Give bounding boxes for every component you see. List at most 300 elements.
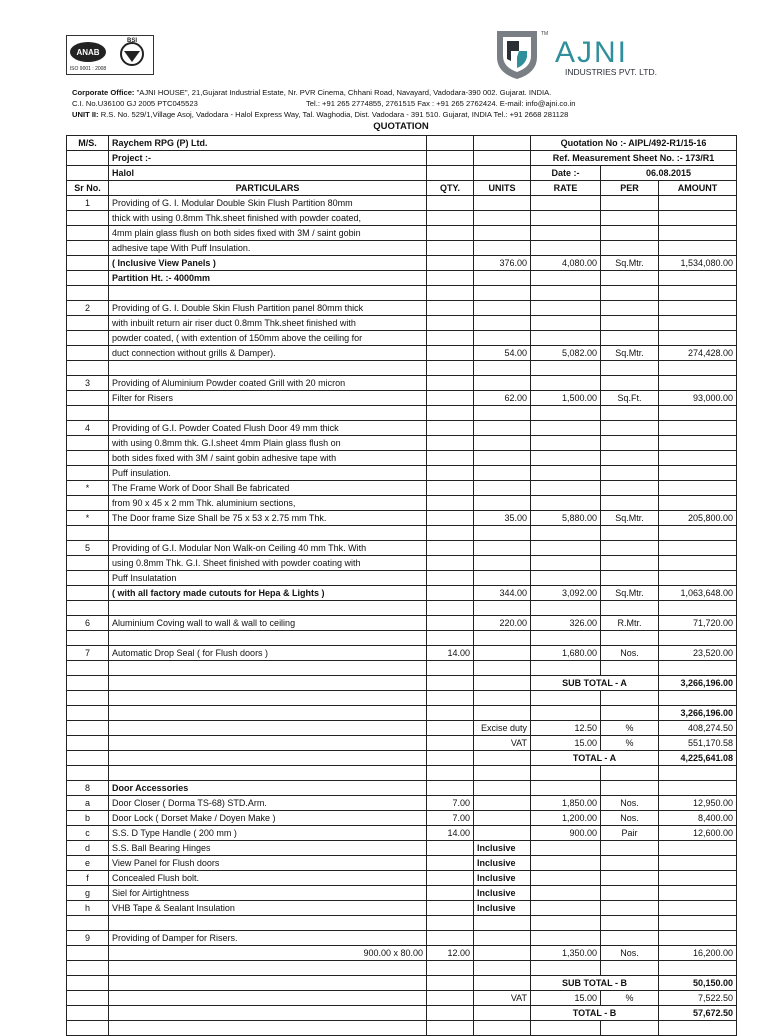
cell-per: Nos. [601,796,659,811]
cell-units: 54.00 [474,346,531,361]
cell-sr-no [67,241,109,256]
table-row [67,886,737,901]
cell-particulars: Providing of G. I. Double Skin Flush Partition panel 80mm thick [109,301,427,316]
cell-rate [531,1021,601,1036]
cell-rate [531,781,601,796]
cell-qty [427,601,474,616]
cell-per [601,916,659,931]
cell-sr-no [67,526,109,541]
cell-sr-no [67,406,109,421]
cell-per [601,931,659,946]
cell-qty [427,721,474,736]
quotation-date: 06.08.2015 [601,166,737,181]
cell-units: VAT [474,736,531,751]
cell-amount: 12,950.00 [659,796,737,811]
cell-particulars [109,976,427,991]
cell-amount: 8,400.00 [659,811,737,826]
cell-units: Inclusive [474,856,531,871]
cell-amount [659,436,737,451]
table-row [67,811,737,826]
cell-particulars: Providing of G. I. Modular Double Skin Flush Partition 80mm [109,196,427,211]
cell-units: Excise duty [474,721,531,736]
cell-qty [427,766,474,781]
cell-sr-no: 6 [67,616,109,631]
cell-qty [427,481,474,496]
table-row [67,751,737,766]
cell-rate: 1,680.00 [531,646,601,661]
cell-per [601,841,659,856]
cell-units: 62.00 [474,391,531,406]
table-row [67,316,737,331]
cell-sr-no: 5 [67,541,109,556]
cell-particulars: Door Accessories [109,781,427,796]
table-row [67,661,737,676]
cell-amount [659,691,737,706]
cell-particulars [109,1006,427,1021]
cell-amount: 93,000.00 [659,391,737,406]
table-row [67,421,737,436]
cell-particulars: S.S. Ball Bearing Hinges [109,841,427,856]
cin-number: C.I. No.U36100 GJ 2005 PTC045523 [72,99,198,108]
cell-per [601,451,659,466]
cell-sr-no [67,946,109,961]
cell-units [474,796,531,811]
cell-per [601,496,659,511]
cell-rate [531,211,601,226]
cell-per [601,631,659,646]
table-row [67,481,737,496]
cell-rate [531,526,601,541]
cell-per [601,226,659,241]
cell-particulars: The Door frame Size Shall be 75 x 53 x 2.75 mm Thk. [109,511,427,526]
cell-qty [427,586,474,601]
cell-particulars [109,916,427,931]
cell-particulars: VHB Tape & Sealant Insulation [109,901,427,916]
table-row [67,211,737,226]
header-amount: AMOUNT [659,181,737,196]
cell-particulars: View Panel for Flush doors [109,856,427,871]
cell-rate [531,436,601,451]
cell-rate: 1,850.00 [531,796,601,811]
cell-units [474,961,531,976]
cell-particulars [109,526,427,541]
cell-particulars: Partition Ht. :- 4000mm [109,271,427,286]
cell-sr-no [67,691,109,706]
cell-particulars: Providing of G.I. Powder Coated Flush Door 49 mm thick [109,421,427,436]
table-row [67,346,737,361]
cell-sr-no [67,721,109,736]
cell-units [474,466,531,481]
cell-per: % [601,736,659,751]
cell-units [474,211,531,226]
cell-qty [427,331,474,346]
cell-amount [659,376,737,391]
cell-units: Inclusive [474,886,531,901]
cell-particulars [109,1021,427,1036]
cell-qty [427,361,474,376]
cell-amount [659,526,737,541]
cell-rate [531,226,601,241]
cell-amount: 50,150.00 [659,976,737,991]
cell-amount [659,766,737,781]
cell-per [601,526,659,541]
table-row [67,841,737,856]
cell-units [474,241,531,256]
cell-rate [531,286,601,301]
cell-sr-no [67,766,109,781]
table-row [67,796,737,811]
cell-units [474,631,531,646]
cell-per [601,421,659,436]
cell-sr-no: * [67,481,109,496]
cell-sr-no: 9 [67,931,109,946]
cell-rate [531,451,601,466]
cell-qty [427,376,474,391]
cell-amount [659,931,737,946]
cell-sr-no [67,346,109,361]
cell-amount [659,466,737,481]
cell-amount [659,226,737,241]
site-row [67,166,737,181]
cell-amount [659,481,737,496]
cell-rate [531,466,601,481]
cell-per: Pair [601,826,659,841]
cell-qty [427,616,474,631]
cell-particulars: Providing of G.I. Modular Non Walk-on Ceiling 40 mm Thk. With [109,541,427,556]
cell-rate: 15.00 [531,736,601,751]
cell-amount: 7,522.50 [659,991,737,1006]
cell-total-label: TOTAL - B [531,1006,659,1021]
cell-units [474,436,531,451]
cell-units: Inclusive [474,871,531,886]
cell-particulars: both sides fixed with 3M / saint gobin adhesive tape with [109,451,427,466]
cell-amount: 71,720.00 [659,616,737,631]
cell-sr-no [67,916,109,931]
cell-per [601,466,659,481]
cell-rate [531,241,601,256]
cell-per [601,436,659,451]
cell-total-label: SUB TOTAL - B [531,976,659,991]
cell-amount [659,601,737,616]
cell-units [474,571,531,586]
table-row [67,781,737,796]
quotation-table [66,135,737,1036]
cell-per [601,1021,659,1036]
cell-qty [427,196,474,211]
cell-particulars: S.S. D Type Handle ( 200 mm ) [109,826,427,841]
cell-units [474,931,531,946]
cell-per [601,781,659,796]
cell-units [474,646,531,661]
table-row [67,286,737,301]
table-row [67,976,737,991]
cell-rate [531,541,601,556]
table-row [67,946,737,961]
cell-per [601,211,659,226]
cell-sr-no [67,661,109,676]
cell-per [601,271,659,286]
cell-sr-no [67,316,109,331]
cell-per: Nos. [601,646,659,661]
cell-per [601,361,659,376]
cell-amount [659,316,737,331]
cell-rate [531,661,601,676]
table-row [67,391,737,406]
cell-qty [427,676,474,691]
cell-particulars [109,961,427,976]
cell-amount: 57,672.50 [659,1006,737,1021]
cell-rate: 1,500.00 [531,391,601,406]
cell-sr-no: 4 [67,421,109,436]
cell-units [474,301,531,316]
cell-amount [659,871,737,886]
cell-particulars: with using 0.8mm thk. G.I.sheet 4mm Plain glass flush on [109,436,427,451]
cell-units [474,496,531,511]
cell-rate [531,916,601,931]
cell-sr-no [67,391,109,406]
document-title: QUOTATION [373,121,429,132]
table-row [67,931,737,946]
cell-units: VAT [474,991,531,1006]
cell-per [601,331,659,346]
cell-particulars: Door Closer ( Dorma TS-68) STD.Arm. [109,796,427,811]
cell-qty [427,841,474,856]
cell-particulars: Providing of Aluminium Powder coated Grill with 20 micron [109,376,427,391]
cell-particulars: 4mm plain glass flush on both sides fixed with 3M / saint gobin [109,226,427,241]
cell-amount [659,271,737,286]
cell-units [474,226,531,241]
cell-qty: 7.00 [427,796,474,811]
table-row [67,406,737,421]
cell-rate [531,496,601,511]
cell-sr-no [67,451,109,466]
table-row [67,991,737,1006]
cell-units [474,406,531,421]
cell-particulars [109,661,427,676]
cell-rate: 4,080.00 [531,256,601,271]
cell-sr-no [67,256,109,271]
cell-qty [427,511,474,526]
cell-sr-no: 1 [67,196,109,211]
table-row [67,451,737,466]
table-row [67,196,737,211]
cell-qty [427,451,474,466]
reference-sheet: Ref. Measurement Sheet No. :- 173/R1 [531,151,737,166]
cell-units [474,706,531,721]
cell-qty [427,556,474,571]
cell-per [601,556,659,571]
cell-per: Sq.Ft. [601,391,659,406]
cell-per: % [601,721,659,736]
cell-rate [531,691,601,706]
cell-particulars: with inbuilt return air riser duct 0.8mm Thk.sheet finished with [109,316,427,331]
cell-qty: 7.00 [427,811,474,826]
cell-qty [427,961,474,976]
cell-particulars [109,721,427,736]
cell-sr-no [67,226,109,241]
cell-sr-no [67,586,109,601]
cell-amount: 1,063,648.00 [659,586,737,601]
registration-line [72,99,576,108]
table-row [67,301,737,316]
cell-sr-no [67,361,109,376]
client-row [67,136,737,151]
cell-units [474,691,531,706]
header-sr-no: Sr No. [67,181,109,196]
cell-rate [531,421,601,436]
cell-per: Sq.Mtr. [601,256,659,271]
cell-per [601,856,659,871]
cell-sr-no [67,706,109,721]
cell-sr-no [67,436,109,451]
cell-units: Inclusive [474,841,531,856]
table-row [67,1021,737,1036]
cell-units [474,766,531,781]
cell-sr-no [67,751,109,766]
cell-particulars: from 90 x 45 x 2 mm Thk. aluminium sections, [109,496,427,511]
site-name: Halol [109,166,427,181]
cell-amount: 274,428.00 [659,346,737,361]
cell-amount [659,661,737,676]
table-row [67,856,737,871]
header-qty: QTY. [427,181,474,196]
cell-particulars: ( Inclusive View Panels ) [109,256,427,271]
table-row [67,1006,737,1021]
cell-qty [427,751,474,766]
table-row [67,556,737,571]
cell-amount [659,211,737,226]
cell-sr-no: a [67,796,109,811]
cell-amount [659,541,737,556]
iso-certification-logo [66,35,154,75]
cell-per [601,961,659,976]
cell-amount [659,1021,737,1036]
table-row [67,736,737,751]
cell-amount [659,901,737,916]
cell-units: 220.00 [474,616,531,631]
cell-amount [659,841,737,856]
cell-rate [531,556,601,571]
cell-per: R.Mtr. [601,616,659,631]
unit-address: R.S. No. 529/1,Village Asoj, Vadodara - Halol Express Way, Tal. Waghodia, Dist. Vadodara - 391 510. Gujarat, INDIA Tel.: +91 2668 281128 [100,110,569,119]
table-row [67,901,737,916]
cell-units [474,826,531,841]
cell-qty [427,856,474,871]
cell-units: Inclusive [474,901,531,916]
cell-particulars [109,676,427,691]
table-row [67,961,737,976]
cell-units [474,331,531,346]
cell-units [474,1006,531,1021]
cell-rate [531,766,601,781]
cell-qty [427,241,474,256]
cell-particulars [109,601,427,616]
cell-rate: 1,350.00 [531,946,601,961]
table-row [67,706,737,721]
table-row [67,916,737,931]
cell-rate [531,631,601,646]
quotation-number: Quotation No :- AIPL/492-R1/15-16 [531,136,737,151]
cell-particulars: ( with all factory made cutouts for Hepa & Lights ) [109,586,427,601]
table-row [67,526,737,541]
cell-amount [659,571,737,586]
cell-qty: 14.00 [427,826,474,841]
cell-rate [531,331,601,346]
cell-sr-no: d [67,841,109,856]
cell-qty [427,886,474,901]
cell-qty [427,466,474,481]
cell-amount [659,886,737,901]
cell-qty: 14.00 [427,646,474,661]
cell-particulars [109,631,427,646]
cell-per [601,286,659,301]
corporate-office-address: "AJNI HOUSE", 21,Gujarat Industrial Estate, Nr. PVR Cinema, Chhani Road, Navayard, Vadodara-390 002. Gujarat. INDIA. [136,88,552,97]
date-label: Date :- [531,166,601,181]
cell-particulars: Aluminium Coving wall to wall & wall to ceiling [109,616,427,631]
cell-particulars [109,991,427,1006]
cell-qty [427,976,474,991]
cell-sr-no [67,286,109,301]
cell-amount [659,196,737,211]
table-row [67,646,737,661]
cell-per [601,316,659,331]
cell-qty [427,436,474,451]
cell-rate [531,481,601,496]
cell-amount [659,361,737,376]
cell-amount: 4,225,641.08 [659,751,737,766]
cell-rate: 12.50 [531,721,601,736]
table-row [67,871,737,886]
cell-per [601,601,659,616]
cell-per [601,661,659,676]
table-row [67,541,737,556]
cell-sr-no [67,991,109,1006]
table-row [67,511,737,526]
cell-units [474,811,531,826]
cell-amount [659,421,737,436]
cell-sr-no: e [67,856,109,871]
table-row [67,691,737,706]
cell-units [474,946,531,961]
cell-sr-no [67,271,109,286]
cell-sr-no: 8 [67,781,109,796]
unit-line [72,110,568,119]
cell-sr-no [67,1021,109,1036]
trademark-text: TM [541,31,549,37]
table-row [67,436,737,451]
cell-qty [427,541,474,556]
cell-per [601,571,659,586]
cell-units: 376.00 [474,256,531,271]
cell-per: Nos. [601,811,659,826]
cell-qty [427,301,474,316]
cell-sr-no: f [67,871,109,886]
cell-amount [659,241,737,256]
cell-amount: 1,534,080.00 [659,256,737,271]
cell-qty [427,1006,474,1021]
cell-units [474,676,531,691]
cell-amount [659,856,737,871]
cell-qty [427,661,474,676]
cell-units [474,976,531,991]
cell-units [474,286,531,301]
cell-units [474,421,531,436]
header-per: PER [601,181,659,196]
cell-particulars [109,361,427,376]
cell-units [474,541,531,556]
table-row [67,826,737,841]
cell-qty [427,271,474,286]
